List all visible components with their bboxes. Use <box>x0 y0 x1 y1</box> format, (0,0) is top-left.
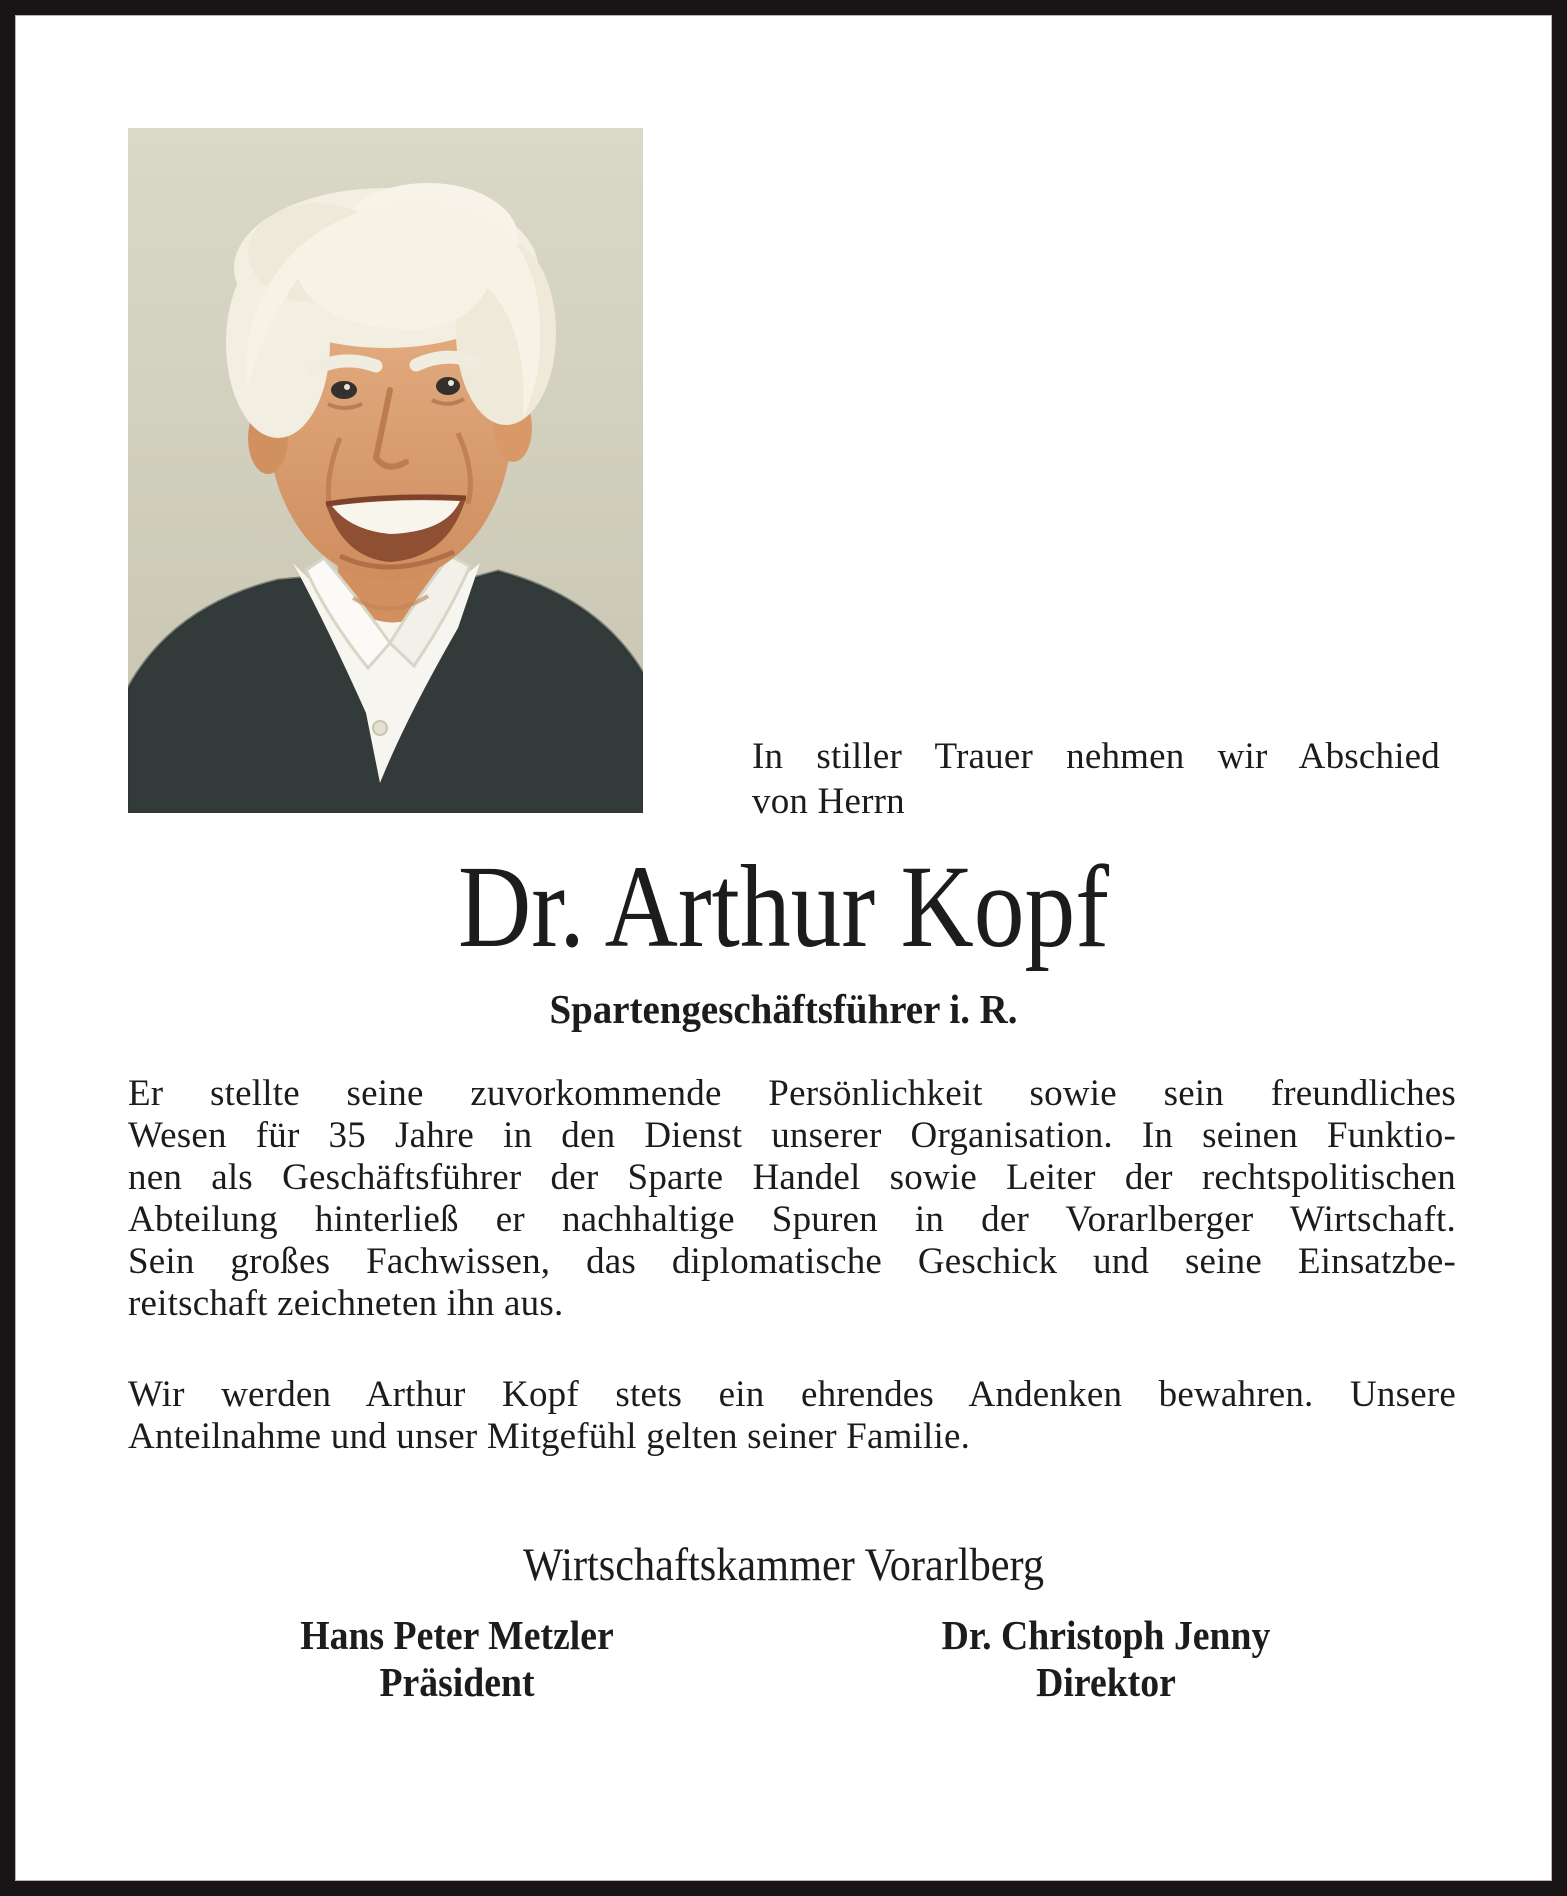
intro-line-2: von Herrn <box>752 781 905 822</box>
intro-text <box>752 734 1440 824</box>
text-line: Er stellte seine zuvorkommende Persönlichkeit sowie sein freundliches <box>128 1073 1456 1114</box>
signatory-role: Präsident <box>379 1659 535 1705</box>
signatory-name: Hans Peter Metzler <box>300 1612 614 1658</box>
shirt-button <box>373 721 387 735</box>
text-line: reitschaft zeichneten ihn aus. <box>128 1283 564 1324</box>
signatory-name: Dr. Christoph Jenny <box>941 1612 1271 1658</box>
text-line: nen als Geschäftsführer der Sparte Handel sowie Leiter der rechtspolitischen <box>128 1157 1456 1198</box>
deceased-name: Dr. Arthur Kopf <box>457 841 1110 972</box>
obituary-paragraph-1 <box>128 1073 1456 1325</box>
signatory-right <box>830 1612 1382 1706</box>
portrait-illustration <box>128 128 643 813</box>
obituary-paragraph-2 <box>128 1374 1456 1458</box>
text-line: Wir werden Arthur Kopf stets ein ehrendes Andenken bewahren. Unsere <box>128 1374 1456 1415</box>
intro-line-1: In stiller Trauer nehmen wir Abschied <box>752 736 1440 777</box>
text-line: Wesen für 35 Jahre in den Dienst unserer Organisation. In seinen Funktio- <box>128 1115 1456 1156</box>
signatory-left <box>181 1612 733 1706</box>
smile <box>326 497 466 567</box>
deceased-title: Spartengeschäftsführer i. R. <box>549 986 1018 1032</box>
text-line: Sein großes Fachwissen, das diplomatische Geschick und seine Einsatzbe- <box>128 1241 1456 1282</box>
portrait-photo <box>128 128 643 813</box>
organization-name: Wirtschaftskammer Vorarlberg <box>522 1539 1045 1591</box>
text-line: Abteilung hinterließ er nachhaltige Spuren in der Vorarlberger Wirtschaft. <box>128 1199 1456 1240</box>
signatory-role: Direktor <box>1036 1659 1176 1705</box>
text-line: Anteilnahme und unser Mitgefühl gelten seiner Familie. <box>128 1416 971 1457</box>
